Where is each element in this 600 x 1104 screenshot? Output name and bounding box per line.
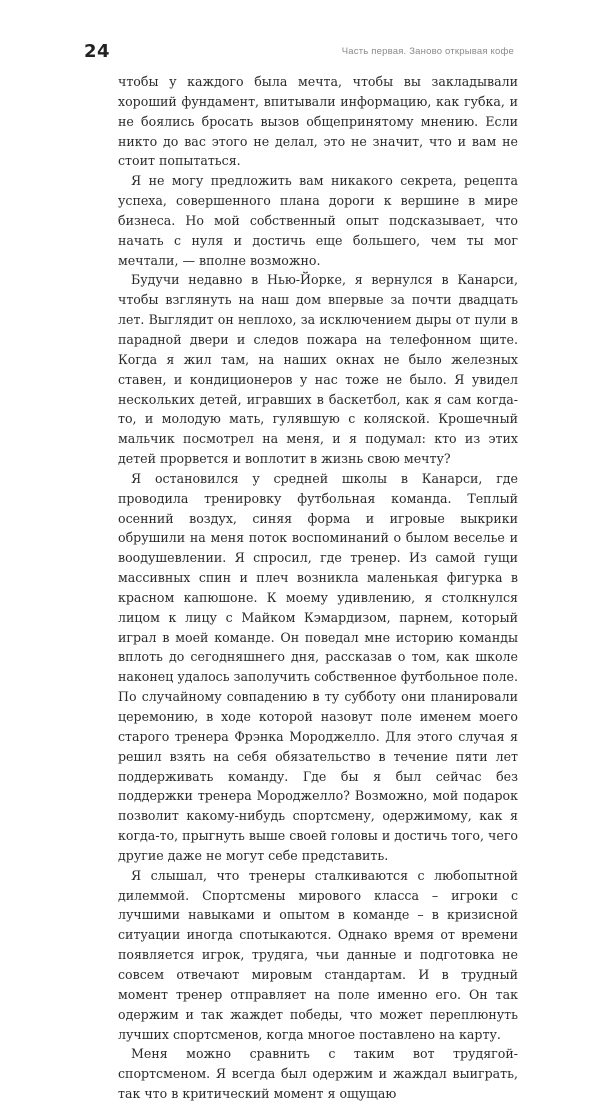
paragraph: Я не могу предложить вам никакого секрета, рецепта успеха, совершенного плана дороги к вершине в мире бизнеса. Но мой собственный опыт подсказывает, что начать с нуля и достичь еще большего, чем ты мог мечтали, — вполне возможно. <box>118 173 518 268</box>
paragraph: Я слышал, что тренеры сталкиваются с любопытной дилеммой. Спортсмены мирового класса – игроки с лучшими навыками и опытом в команде – в кризисной ситуации иногда спотыкаются. Однако время от времени появляется игрок, трудяга, чьи данные и подготовка не совсем отвечают мировым стандартам. И в трудный момент тренер отправляет на поле именно его. Он так одержим и так жаждет победы, что может переплюнуть лучших спортсменов, когда многое поставлено на карту. <box>118 867 518 1042</box>
paragraph: Меня можно сравнить с таким вот трудягой-спортсменом. Я всегда был одержим и жаждал выиграть, так что в критический момент я ощущаю <box>118 1046 518 1102</box>
paragraph: Я остановился у средней школы в Канарси, где проводила тренировку футбольная команда. Теплый осенний воздух, синяя форма и игровые выкрики обрушили на меня поток воспоминаний о былом веселье и воодушевлении. Я спросил, где тренер. Из самой гущи массивных спин и плеч возникла маленькая фигурка в красном капюшоне. К моему удивлению, я столкнулся лицом к лицу с Майком Кэмардизом, парнем, который играл в моей команде. Он поведал мне историю команды вплоть до сегодняшнего дня, рассказав о том, как школе наконец удалось заполучить собственное футбольное поле. По случайному совпадению в ту субботу они планировали церемонию, в ходе которой назовут поле именем моего старого тренера Фрэнка Мороджелло. Для этого случая я решил взять на себя обязательство в течение пяти лет поддерживать команду. Где бы я был сейчас без поддержки тренера Мороджелло? Возможно, мой подарок позволит какому-нибудь спортсмену, одержимому, как я когда-то, прыгнуть выше своей головы и достичь того, чего другие даже не могут себе представить. <box>118 470 518 863</box>
running-head: Часть первая. Заново открывая кофе <box>341 46 514 57</box>
page-number: 24 <box>84 41 111 62</box>
paragraph: чтобы у каждого была мечта, чтобы вы закладывали хороший фундамент, впитывали информацию, как губка, и не боялись бросать вызов общепринятому мнению. Если никто до вас этого не делал, это не значит, что и вам не стоит попытаться. <box>118 74 518 169</box>
paragraph: Будучи недавно в Нью-Йорке, я вернулся в Канарси, чтобы взглянуть на наш дом впервые за почти двадцать лет. Выглядит он неплохо, за исключением дыры от пули в парадной двери и следов пожара на телефонном щите. Когда я жил там, на наших окнах не было железных ставен, и кондиционеров у нас тоже не было. Я увидел нескольких детей, игравших в баскетбол, как я сам когда-то, и молодую мать, гулявшую с коляской. Крошечный мальчик посмотрел на меня, и я подумал: кто из этих детей прорвется и воплотит в жизнь свою мечту? <box>118 272 518 467</box>
body-text <box>118 72 518 1104</box>
